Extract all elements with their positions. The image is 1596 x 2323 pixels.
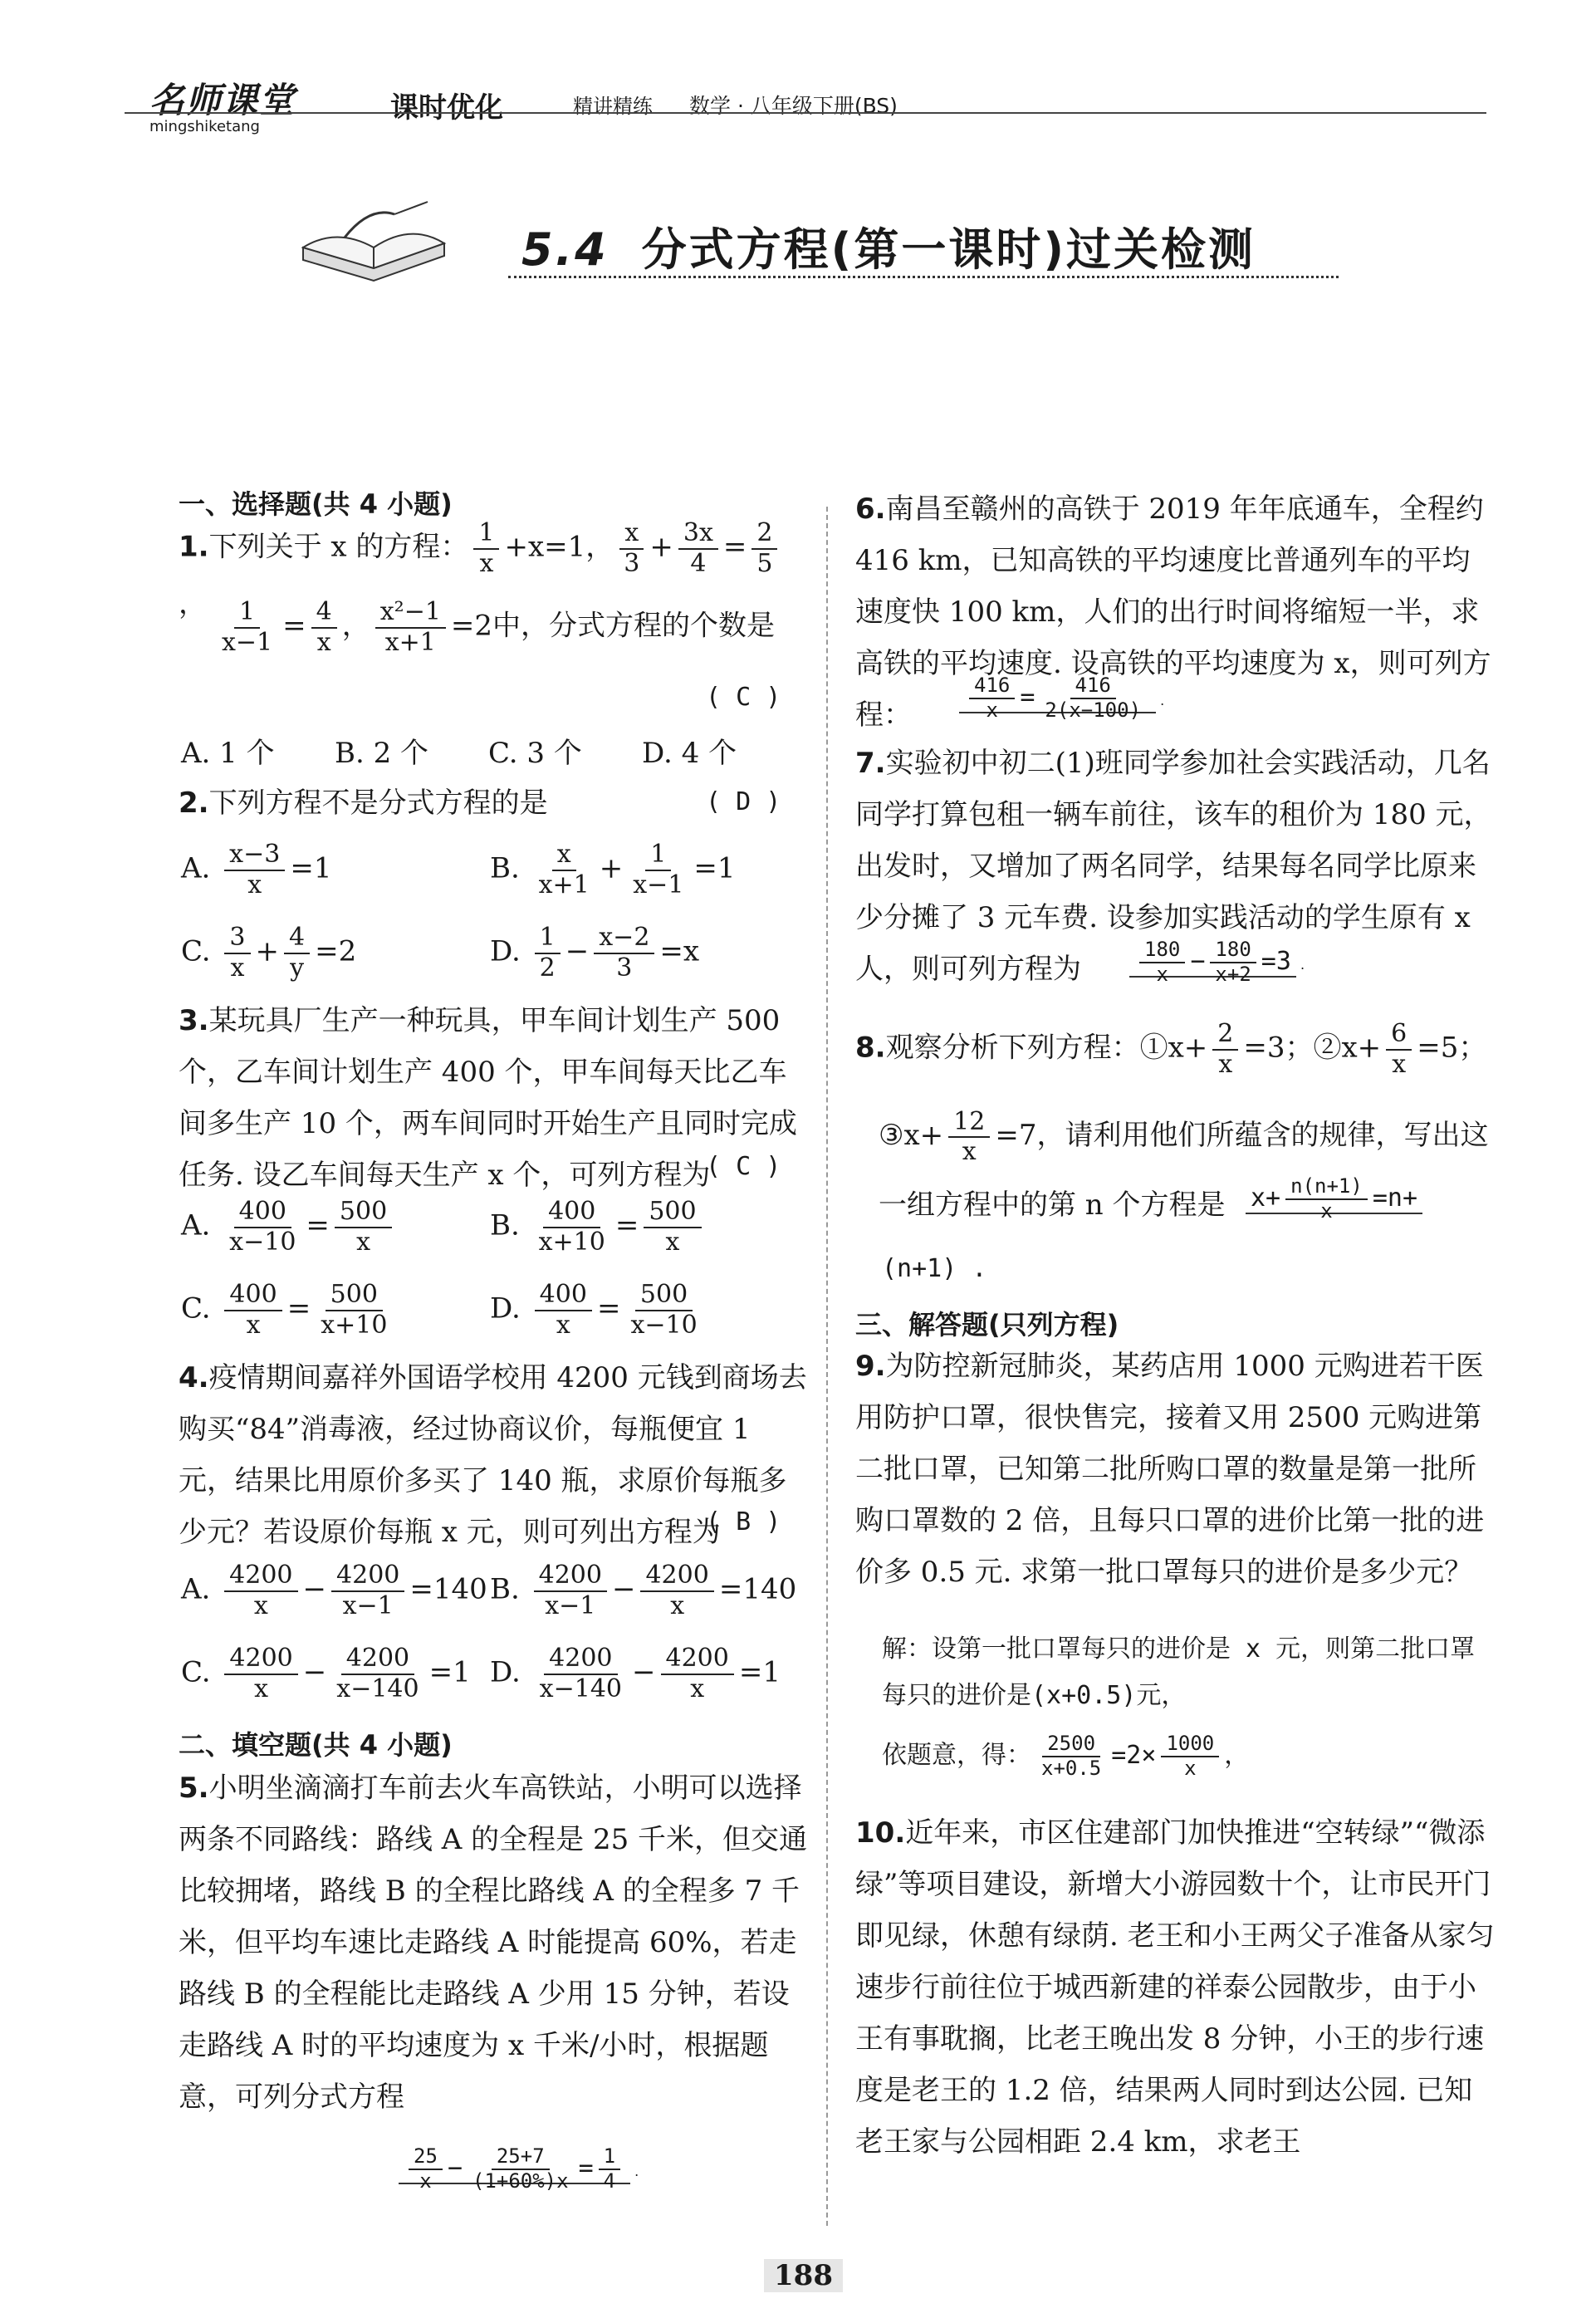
q-number: 2. xyxy=(179,787,209,820)
q-stem: 小明坐滴滴打车前去火车高铁站，小明可以选择两条不同路线：路线 A 的全程是 25 千米，但交通比较拥堵，路线 B 的全程比路线 A 的全程多 7 千米，但平均车速比走路线 A 时能提高 60%，若走路线 B 的全程能比走路线 A 少用 15 分钟，若设走路线 A 时的平均速度为 x 千米/小时，根据题意，可列分式方程 xyxy=(179,1772,808,2114)
option-c: C. 3 个 xyxy=(488,737,582,770)
q8-answer: x+ $\frac{n(n+1)}{x}$ =n+ xyxy=(1246,1175,1422,1223)
series-sub: 精讲精练 xyxy=(573,95,653,118)
q3-option-c: C. $\frac{400}{x}$ = $\frac{500}{x+10}$ xyxy=(181,1280,388,1340)
question-1-cont: $\frac{1}{x-1}$ = $\frac{4}{x}$ ， $\frac{\text{x²−1}}{x+1}$ =2中，分式方程的个数是 xyxy=(212,598,810,657)
option-b: B. 2 个 xyxy=(335,737,429,770)
math: $\frac{\text{x²−1}}{x+1}$ xyxy=(375,598,446,657)
math: $\frac{1}{x-1}$ xyxy=(222,597,273,657)
q9-equation: 依题意，得： $\frac{2500}{x+0.5}$ =2× $\frac{1000}{x}$ ， xyxy=(882,1732,1250,1780)
q-stem: 观察分析下列方程： xyxy=(885,1031,1140,1065)
series-name: 课时优化 xyxy=(390,91,503,125)
q-number: 5. xyxy=(179,1772,209,1805)
section-choice: 一、选择题(共 4 小题) xyxy=(179,488,453,520)
page-number: 188 xyxy=(764,2259,843,2292)
title-number: 5.4 xyxy=(521,223,609,276)
q-stem: 中，分式方程的个数是 xyxy=(492,609,776,643)
q4-answer: ( B ) xyxy=(706,1507,781,1536)
q3-option-d: D. $\frac{400}{x}$ = $\frac{500}{x-10}$ xyxy=(490,1280,698,1340)
q4-option-c: C. $\frac{4200}{x}$ − $\frac{4200}{x-140}$ =1 xyxy=(181,1644,471,1703)
math: $\frac{2}{5}$ xyxy=(751,519,777,578)
q-number: 7. xyxy=(855,747,886,780)
math: $\frac{x}{3}$ xyxy=(619,519,644,578)
q-stem: 请利用他们所蕴含的规律，写出这一组方程中的第 n 个方程是 xyxy=(879,1119,1489,1222)
q1-answer: ( C ) xyxy=(706,683,781,712)
question-5 xyxy=(179,1762,810,2123)
section-fill: 二、填空题(共 4 小题) xyxy=(179,1729,453,1761)
section-solve: 三、解答题(只列方程) xyxy=(855,1309,1119,1340)
q-stem: 实验初中初二(1)班同学参加社会实践活动，几名同学打算包租一辆车前往，该车的租价为 180 元，出发时，又增加了两名同学，结果每名同学比原来少分摊了 3 元车费. 设参加实践活动的学生原有 x 人，则可列方程为 xyxy=(855,747,1492,986)
q4-option-b: B. $\frac{4200}{x-1}$ − $\frac{4200}{x}$ =140 xyxy=(490,1561,797,1620)
q2-option-c: C. $\frac{3}{x}$ + $\frac{4}{y}$ =2 xyxy=(181,923,357,983)
q3-option-b: B. $\frac{400}{x+10}$ = $\frac{500}{x}$ xyxy=(490,1198,707,1257)
column-divider xyxy=(826,507,828,2226)
q4-option-d: D. $\frac{4200}{x-140}$ − $\frac{4200}{x}$ =1 xyxy=(490,1644,781,1703)
q3-option-a: A. $\frac{400}{x-10}$ = $\frac{500}{x}$ xyxy=(181,1198,397,1257)
title-text: 分式方程(第一课时)过关检测 xyxy=(641,223,1256,276)
q4-option-a: A. $\frac{4200}{x}$ − $\frac{4200}{x-1}$ =140 xyxy=(181,1561,487,1620)
question-10 xyxy=(855,1807,1495,2168)
q-stem: 下列方程不是分式方程的是 xyxy=(208,787,548,820)
q-stem: 近年来，市区住建部门加快推进“空转绿”“微添绿”等项目建设，新增大小游园数十个，让市民开门即见绿，休憩有绿荫. 老王和小王两父子准备从家匀速步行前往位于城西新建的祥泰公园散步，由于小王有事耽搁，比老王晚出发 8 分钟，小王的步行速度是老王的 1.2 倍，结果两人同时到达公园. 已知老王家与公园相距 2.4 km，求老王 xyxy=(855,1816,1495,2159)
q7-answer: $\frac{180}{x}$ − $\frac{180}{x+2}$ =3 . xyxy=(1129,939,1305,986)
q-number: 6. xyxy=(855,493,886,526)
q2-answer: ( D ) xyxy=(706,787,781,816)
subject-label: 数学 · 八年级下册(BS) xyxy=(689,94,898,118)
q-number: 3. xyxy=(179,1004,209,1037)
q-number: 4. xyxy=(179,1361,209,1394)
q2-option-b: B. $\frac{x}{x+1}$ + $\frac{1}{x-1}$ =1 xyxy=(490,840,736,899)
q5-answer: $\frac{25}{x}$ − $\frac{25+7}{(1+60\%)x}$ = $\frac{1}{4}$ . xyxy=(399,2145,639,2193)
brand-logo: 名师课堂 xyxy=(149,80,296,120)
q-stem: 某玩具厂生产一种玩具，甲车间计划生产 500 个，乙车间计划生产 400 个，甲车间每天比乙车间多生产 10 个，两车间同时开始生产且同时完成任务. 设乙车间每天生产 x 个，可列方程为 xyxy=(179,1004,797,1192)
option-d: D. 4 个 xyxy=(642,737,737,770)
question-8: 8.观察分析下列方程：①x+ $\frac{2}{x}$ =3；②x+ $\frac{6}{x}$ =5； xyxy=(855,1019,1487,1079)
q-number: 1. xyxy=(179,530,209,564)
question-8-cont: ③x+ $\frac{12}{x}$ =7，请利用他们所蕴含的规律，写出这一组方程中的第 n 个方程是 xyxy=(879,1106,1489,1222)
title-rule xyxy=(508,276,1339,278)
q-stem: 南昌至赣州的高铁于 2019 年年底通车，全程约 416 km，已知高铁的平均速度比普通列车的平均速度快 100 km，人们的出行时间将缩短一半，求高铁的平均速度. 设高铁的平均速度为 x，则可列方程： xyxy=(855,493,1491,732)
q-stem: 为防控新冠肺炎，某药店用 1000 元购进若干医用防护口罩，很快售完，接着又用 2500 元购进第二批口罩，已知第二批所购口罩的数量是第一批所购口罩数的 2 倍，且每只口罩的进价比第一批的进价多 0.5 元. 求第一批口罩每只的进价是多少元？ xyxy=(855,1350,1485,1589)
q-stem: 疫情期间嘉祥外国语学校用 4200 元钱到商场去购买“84”消毒液，经过协商议价，每瓶便宜 1 元，结果比用原价多买了 140 瓶，求原价每瓶多少元？若设原价每瓶 x 元，则可列出方程为 xyxy=(179,1361,807,1549)
q1-options xyxy=(181,728,812,779)
q6-answer: $\frac{416}{x}$ = $\frac{416}{2(x-100)}$ . xyxy=(959,674,1164,722)
math: $\frac{1}{x}$ xyxy=(473,519,499,578)
q-number: 9. xyxy=(855,1350,886,1383)
brand-pinyin: mingshiketang xyxy=(149,118,260,135)
q9-solution: 解：设第一批口罩每只的进价是 x 元，则第二批口罩每只的进价是(x+0.5)元， xyxy=(882,1634,1476,1710)
q-number: 10. xyxy=(855,1816,906,1850)
page-title xyxy=(521,214,1256,278)
q-number: 8. xyxy=(855,1031,886,1065)
question-1: 1.下列关于 x 的方程： $\frac{1}{x}$ +x=1， $\frac{x}{3}$ + $\frac{3x}{4}$ = $\frac{2}{5}$ ， xyxy=(179,519,810,630)
question-2 xyxy=(179,777,548,829)
math: $\frac{4}{x}$ xyxy=(311,598,337,657)
question-6 xyxy=(855,483,1495,741)
option-a: A. 1 个 xyxy=(181,737,275,770)
math: $\frac{3x}{4}$ xyxy=(678,519,718,578)
q9-solution-lead: 依题意，得： xyxy=(882,1741,1031,1771)
q2-option-d: D. $\frac{1}{2}$ − $\frac{x-2}{3}$ =x xyxy=(490,923,700,983)
header-rule xyxy=(125,112,1486,114)
question-9 xyxy=(855,1340,1495,1598)
q-stem: 下列关于 x 的方程： xyxy=(208,530,469,564)
q2-option-a: A. $\frac{x-3}{x}$ =1 xyxy=(181,840,332,899)
book-icon xyxy=(295,198,453,289)
q8-answer-cont: (n+1) . xyxy=(882,1254,987,1283)
q3-answer: ( C ) xyxy=(706,1152,781,1181)
